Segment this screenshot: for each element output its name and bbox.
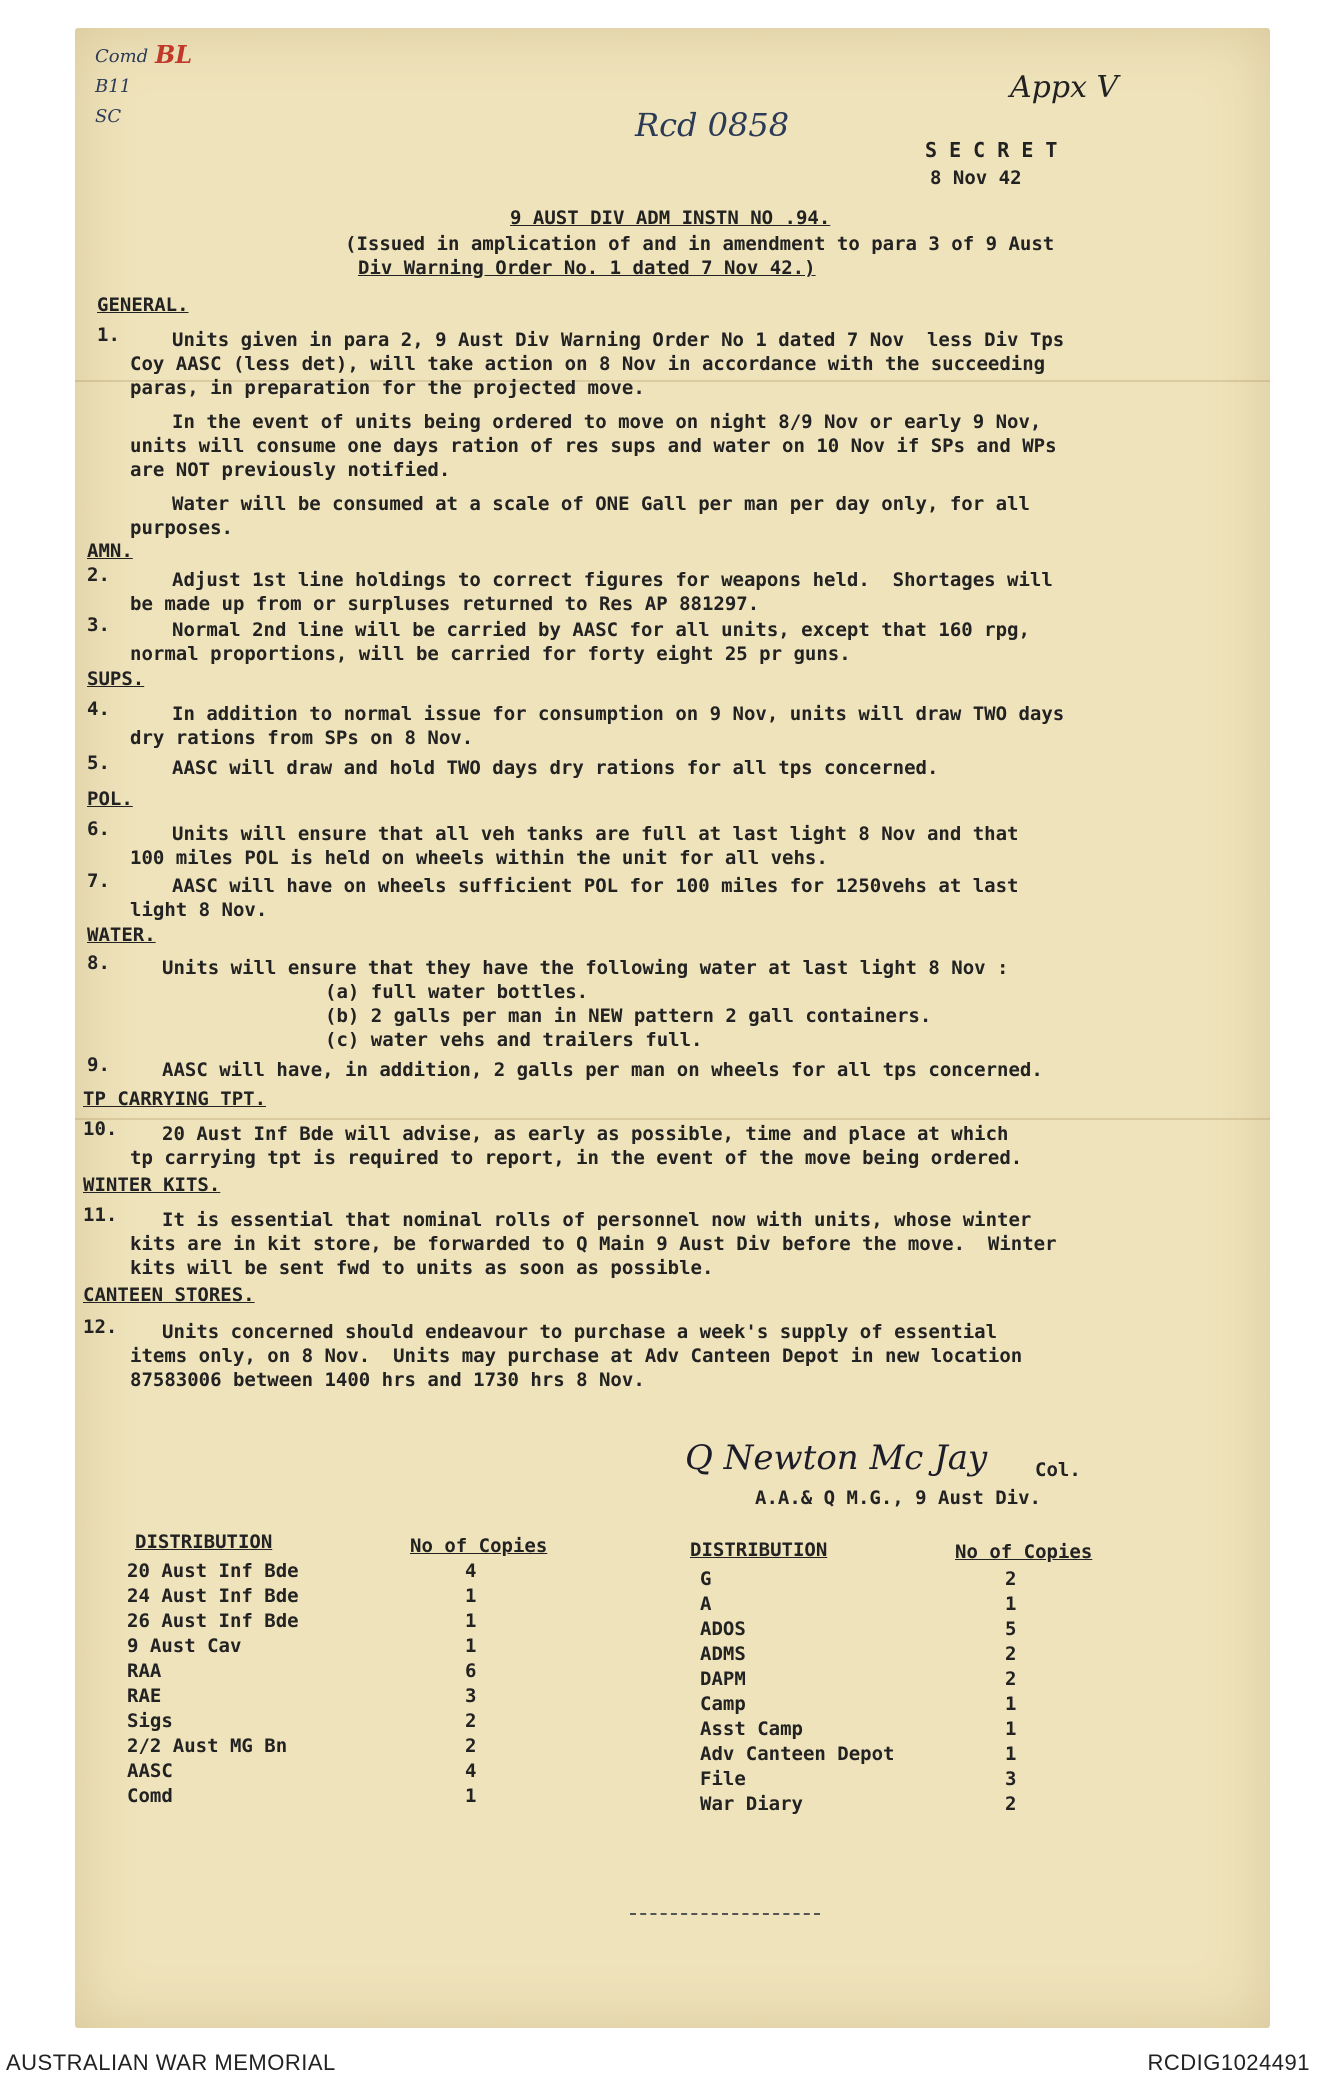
section-pol: POL. bbox=[87, 788, 133, 810]
distribution-unit-right: Asst Camp bbox=[700, 1718, 803, 1740]
distribution-unit-right: Camp bbox=[700, 1693, 746, 1715]
distribution-copies-right: 2 bbox=[1005, 1668, 1017, 1690]
para-number: 10. bbox=[83, 1118, 118, 1140]
distribution-unit-right: War Diary bbox=[700, 1793, 803, 1815]
distribution-copies-right: 1 bbox=[1005, 1693, 1017, 1715]
para-number: 9. bbox=[87, 1054, 110, 1076]
para-number: 12. bbox=[83, 1316, 118, 1338]
signature-title: A.A.& Q M.G., 9 Aust Div. bbox=[755, 1487, 1041, 1509]
distribution-copies-left: 1 bbox=[465, 1585, 477, 1607]
subtitle-line-2: Div Warning Order No. 1 dated 7 Nov 42.) bbox=[358, 257, 816, 279]
distribution-copies-left: 6 bbox=[465, 1660, 477, 1682]
para-9: AASC will have, in addition, 2 galls per man on wheels for all tps concerned. bbox=[162, 1059, 1043, 1081]
distribution-unit-left: 20 Aust Inf Bde bbox=[127, 1560, 299, 1582]
section-general: GENERAL. bbox=[97, 294, 189, 316]
distribution-unit-right: G bbox=[700, 1568, 712, 1590]
para-10: 20 Aust Inf Bde will advise, as early as possible, time and place at which tp carrying tpt is required to report, in the event of the move being ordered. bbox=[130, 1123, 1023, 1169]
distribution-unit-left: 24 Aust Inf Bde bbox=[127, 1585, 299, 1607]
para-1: Units given in para 2, 9 Aust Div Warning Order No 1 dated 7 Nov less Div Tps Coy AASC (less det), will take action on 8 Nov in accordance with the succeeding paras, in preparation for the projected move. bbox=[130, 329, 1065, 399]
distribution-copies-right: 3 bbox=[1005, 1768, 1017, 1790]
distribution-copies-right: 1 bbox=[1005, 1743, 1017, 1765]
para-number: 3. bbox=[87, 614, 110, 636]
distribution-copies-left: 3 bbox=[465, 1685, 477, 1707]
footer-source: AUSTRALIAN WAR MEMORIAL bbox=[6, 2050, 336, 2075]
end-divider bbox=[630, 1913, 820, 1915]
annotation-comd: Comd bbox=[95, 46, 149, 67]
para-1c: Water will be consumed at a scale of ONE Gall per man per day only, for all purposes. bbox=[130, 493, 1030, 539]
para-number: 1. bbox=[97, 324, 120, 346]
copies-header-right: No of Copies bbox=[955, 1541, 1093, 1563]
para-8: Units will ensure that they have the following water at last light 8 Nov : bbox=[162, 957, 1009, 979]
document-page bbox=[75, 28, 1270, 2028]
footer-reference: RCDIG1024491 bbox=[1147, 2050, 1310, 2075]
distribution-unit-left: RAE bbox=[127, 1685, 162, 1707]
annotation-sc: SC bbox=[95, 106, 122, 127]
para-number: 5. bbox=[87, 752, 110, 774]
section-water: WATER. bbox=[87, 924, 156, 946]
distribution-unit-right: A bbox=[700, 1593, 712, 1615]
distribution-copies-left: 1 bbox=[465, 1610, 477, 1632]
distribution-copies-right: 5 bbox=[1005, 1618, 1017, 1640]
signature: Q Newton Mc Jay bbox=[685, 1438, 988, 1478]
copies-header-left: No of Copies bbox=[410, 1535, 548, 1557]
distribution-copies-left: 4 bbox=[465, 1760, 477, 1782]
annotation-b11: B11 bbox=[95, 76, 132, 97]
distribution-unit-left: Comd bbox=[127, 1785, 173, 1807]
distribution-unit-right: DAPM bbox=[700, 1668, 746, 1690]
para-6: Units will ensure that all veh tanks are full at last light 8 Nov and that 100 miles POL is held on wheels within the unit for all vehs. bbox=[130, 823, 1019, 869]
distribution-unit-left: 26 Aust Inf Bde bbox=[127, 1610, 299, 1632]
subtitle-line-1: (Issued in amplication of and in amendment to para 3 of 9 Aust bbox=[345, 233, 1055, 255]
distribution-unit-left: 2/2 Aust MG Bn bbox=[127, 1735, 288, 1757]
distribution-unit-right: Adv Canteen Depot bbox=[700, 1743, 895, 1765]
annotation-red: BL bbox=[155, 40, 193, 69]
para-3: Normal 2nd line will be carried by AASC for all units, except that 160 rpg, normal proportions, will be carried for forty eight 25 pr guns. bbox=[130, 619, 1030, 665]
section-winter-kits: WINTER KITS. bbox=[83, 1174, 221, 1196]
section-canteen-stores: CANTEEN STORES. bbox=[83, 1284, 255, 1306]
para-number: 11. bbox=[83, 1204, 118, 1226]
para-11: It is essential that nominal rolls of personnel now with units, whose winter kits are in kit store, be forwarded to Q Main 9 Aust Div before the move. Winter kits will be sent fwd to units as soon as possible. bbox=[130, 1209, 1057, 1279]
section-sups: SUPS. bbox=[87, 668, 145, 690]
annotation-rcd: Rcd 0858 bbox=[635, 106, 790, 144]
distribution-copies-right: 1 bbox=[1005, 1718, 1017, 1740]
distribution-header-right: DISTRIBUTION bbox=[690, 1539, 828, 1561]
distribution-unit-left: RAA bbox=[127, 1660, 162, 1682]
distribution-copies-left: 4 bbox=[465, 1560, 477, 1582]
distribution-copies-right: 1 bbox=[1005, 1593, 1017, 1615]
document-date: 8 Nov 42 bbox=[930, 167, 1022, 189]
signature-rank: Col. bbox=[1035, 1459, 1081, 1481]
para-number: 7. bbox=[87, 870, 110, 892]
para-2: Adjust 1st line holdings to correct figures for weapons held. Shortages will be made up from or surpluses returned to Res AP 881297. bbox=[130, 569, 1053, 615]
distribution-unit-right: File bbox=[700, 1768, 746, 1790]
para-8c: (c) water vehs and trailers full. bbox=[325, 1029, 703, 1051]
distribution-copies-right: 2 bbox=[1005, 1643, 1017, 1665]
para-1b: In the event of units being ordered to move on night 8/9 Nov or early 9 Nov, units will consume one days ration of res sups and water on 10 Nov if SPs and WPs are NOT previously notified. bbox=[130, 411, 1057, 481]
document-title: 9 AUST DIV ADM INSTN NO .94. bbox=[510, 207, 831, 229]
para-8b: (b) 2 galls per man in NEW pattern 2 gall containers. bbox=[325, 1005, 932, 1027]
distribution-copies-left: 2 bbox=[465, 1710, 477, 1732]
distribution-copies-left: 1 bbox=[465, 1635, 477, 1657]
distribution-unit-right: ADOS bbox=[700, 1618, 746, 1640]
section-tp-carrying: TP CARRYING TPT. bbox=[83, 1088, 267, 1110]
distribution-unit-left: AASC bbox=[127, 1760, 173, 1782]
distribution-header-left: DISTRIBUTION bbox=[135, 1531, 273, 1553]
secret-label: S E C R E T bbox=[925, 138, 1058, 162]
para-number: 6. bbox=[87, 818, 110, 840]
para-number: 4. bbox=[87, 698, 110, 720]
para-number: 8. bbox=[87, 952, 110, 974]
annotation-appx: Appx V bbox=[1010, 70, 1119, 105]
section-amn: AMN. bbox=[87, 540, 133, 562]
para-8a: (a) full water bottles. bbox=[325, 981, 589, 1003]
para-5: AASC will draw and hold TWO days dry rations for all tps concerned. bbox=[172, 757, 939, 779]
distribution-copies-left: 2 bbox=[465, 1735, 477, 1757]
distribution-unit-left: 9 Aust Cav bbox=[127, 1635, 242, 1657]
fold-line bbox=[75, 1118, 1270, 1120]
para-number: 2. bbox=[87, 564, 110, 586]
para-7: AASC will have on wheels sufficient POL for 100 miles for 1250vehs at last light 8 Nov. bbox=[130, 875, 1019, 921]
distribution-unit-left: Sigs bbox=[127, 1710, 173, 1732]
distribution-copies-left: 1 bbox=[465, 1785, 477, 1807]
distribution-unit-right: ADMS bbox=[700, 1643, 746, 1665]
distribution-copies-right: 2 bbox=[1005, 1568, 1017, 1590]
distribution-copies-right: 2 bbox=[1005, 1793, 1017, 1815]
para-4: In addition to normal issue for consumption on 9 Nov, units will draw TWO days dry rations from SPs on 8 Nov. bbox=[130, 703, 1065, 749]
para-12: Units concerned should endeavour to purchase a week's supply of essential items only, on 8 Nov. Units may purchase at Adv Canteen Depot in new location 87583006 between 1400 hrs and 1730 hrs 8 Nov. bbox=[130, 1321, 1023, 1391]
